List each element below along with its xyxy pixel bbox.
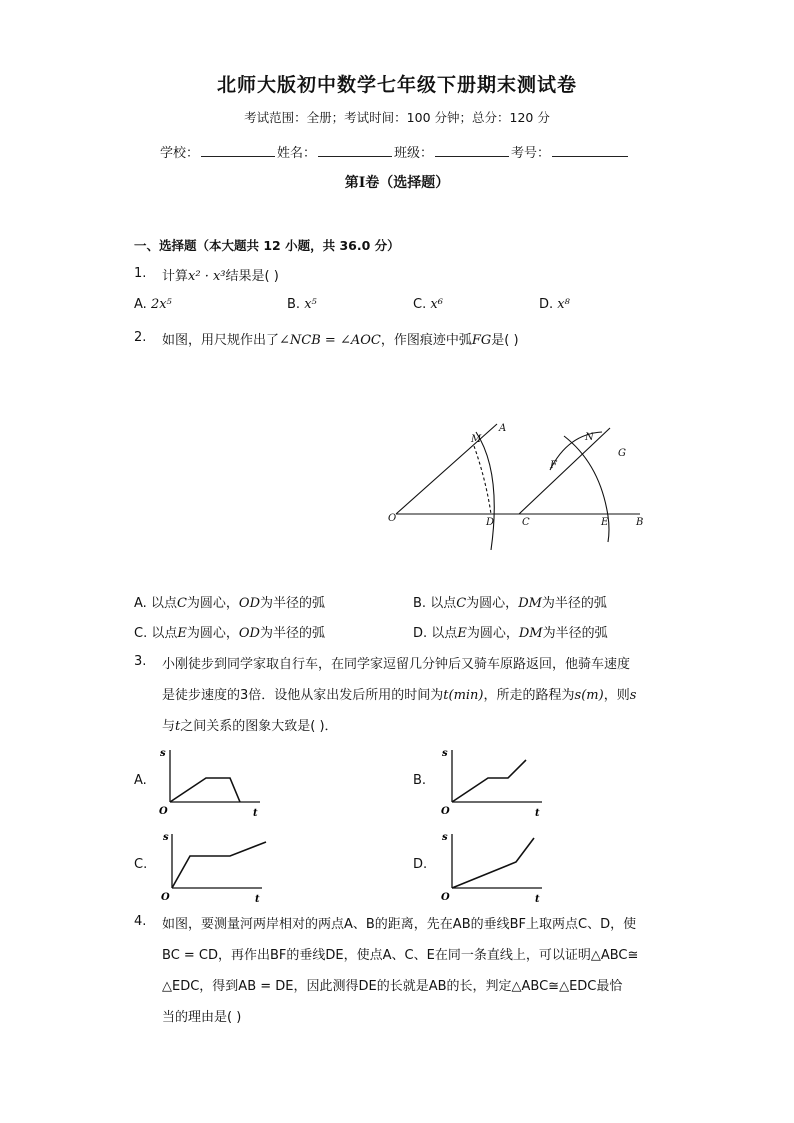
section-heading: 一、选择题（本大题共 12 小题，共 36.0 分）	[134, 238, 400, 253]
q3-option-c-label[interactable]: C.	[134, 857, 148, 872]
exam-info: 考试范围：全册；考试时间：100 分钟；总分：120 分	[244, 110, 550, 125]
q2-option-b[interactable]: B. 以点C为圆心，DM为半径的弧	[413, 596, 607, 611]
q1-stem	[162, 265, 279, 284]
class-blank[interactable]	[435, 143, 509, 157]
name-label: 姓名：	[277, 146, 317, 161]
dashed-arc	[474, 446, 491, 514]
graph-b-t-axis: t	[535, 808, 540, 819]
q1-expression: x² · x³	[188, 269, 226, 284]
label-m: M	[471, 434, 482, 445]
q1-option-b[interactable]: B. x⁵	[287, 297, 317, 312]
graph-a-s-axis: s	[160, 748, 166, 759]
ray-cn	[519, 428, 610, 514]
q2-construction-figure	[388, 418, 658, 550]
graph-a-origin: O	[159, 806, 168, 817]
q4-line-1: 如图，要测量河两岸相对的两点A、B的距离，先在AB的垂线BF上取两点C、D，使	[162, 917, 637, 932]
label-n: N	[585, 432, 594, 443]
q3-line-1: 小刚徒步到同学家取自行车，在同学家逗留几分钟后又骑车原路返回，他骑车速度	[162, 657, 631, 672]
label-g: G	[618, 448, 626, 459]
q2-angle-expression: ∠NCB = ∠AOC	[279, 333, 381, 348]
q1-stem-suffix: 结果是( )	[225, 269, 279, 284]
q3-line-2: 是徒步速度的3倍．设他从家出发后所用的时间为t(min)，所走的路程为s(m)，则s	[162, 688, 637, 703]
q2-stem: 如图，用尺规作出了∠NCB = ∠AOC，作图痕迹中弧FG是( )	[162, 333, 519, 348]
q2-number: 2.	[134, 330, 147, 345]
q3-number: 3.	[134, 654, 147, 669]
volume-heading: 第Ⅰ卷（选择题）	[344, 175, 450, 191]
arc-fg-left	[550, 432, 602, 470]
label-d: D	[486, 517, 495, 528]
q3-option-d-label[interactable]: D.	[413, 857, 428, 872]
q3-graph-d[interactable]	[436, 826, 548, 904]
q1-option-c[interactable]: C. x⁶	[413, 297, 443, 312]
q1-option-d[interactable]: D. x⁸	[539, 297, 570, 312]
label-b: B	[636, 517, 644, 528]
page-title: 北师大版初中数学七年级下册期末测试卷	[216, 74, 577, 96]
label-a: A	[499, 423, 507, 434]
exam-number-blank[interactable]	[552, 143, 628, 157]
graph-c-t-axis: t	[255, 894, 260, 904]
label-o: O	[388, 513, 397, 524]
graph-d-origin: O	[441, 892, 450, 903]
arc-md	[476, 432, 494, 550]
class-label: 班级：	[394, 146, 434, 161]
q3-option-b-label[interactable]: B.	[413, 773, 427, 788]
name-blank[interactable]	[318, 143, 392, 157]
q1-option-a[interactable]: A. 2x⁵	[134, 297, 172, 312]
graph-b-s-axis: s	[442, 748, 448, 759]
exam-number-label: 考号：	[511, 146, 551, 161]
student-info-fields	[160, 142, 630, 161]
q4-line-2: BC = CD，再作出BF的垂线DE，使点A、C、E在同一条直线上，可以证明△ABC≅	[162, 948, 639, 963]
q3-graph-c[interactable]	[156, 826, 268, 904]
graph-c-origin: O	[161, 892, 170, 903]
q4-number: 4.	[134, 914, 147, 929]
label-f: F	[550, 460, 557, 471]
graph-d-t-axis: t	[535, 894, 540, 904]
label-c: C	[522, 517, 530, 528]
q3-line-3: 与t之间关系的图象大致是( )．	[162, 719, 338, 734]
label-e: E	[601, 517, 609, 528]
school-label: 学校：	[160, 146, 200, 161]
graph-d-s-axis: s	[442, 832, 448, 843]
q4-line-4: 当的理由是( )	[162, 1010, 242, 1025]
q2-option-d[interactable]: D. 以点E为圆心，DM为半径的弧	[413, 626, 608, 641]
q3-graph-b[interactable]	[436, 742, 548, 820]
q3-option-a-label[interactable]: A.	[134, 773, 147, 788]
q2-arc-name: FG	[471, 333, 492, 348]
q2-option-c[interactable]: C. 以点E为圆心，OD为半径的弧	[134, 626, 325, 641]
graph-b-origin: O	[441, 806, 450, 817]
graph-c-s-axis: s	[163, 832, 169, 843]
q2-option-a[interactable]: A. 以点C为圆心，OD为半径的弧	[134, 596, 326, 611]
q3-graph-a[interactable]	[154, 742, 266, 820]
q1-number: 1.	[134, 266, 147, 281]
school-blank[interactable]	[201, 143, 275, 157]
q1-stem-prefix: 计算	[162, 269, 189, 284]
q4-line-3: △EDC，得到AB = DE，因此测得DE的长就是AB的长，判定△ABC≅△EDC最恰	[162, 979, 623, 994]
graph-a-t-axis: t	[253, 808, 258, 819]
